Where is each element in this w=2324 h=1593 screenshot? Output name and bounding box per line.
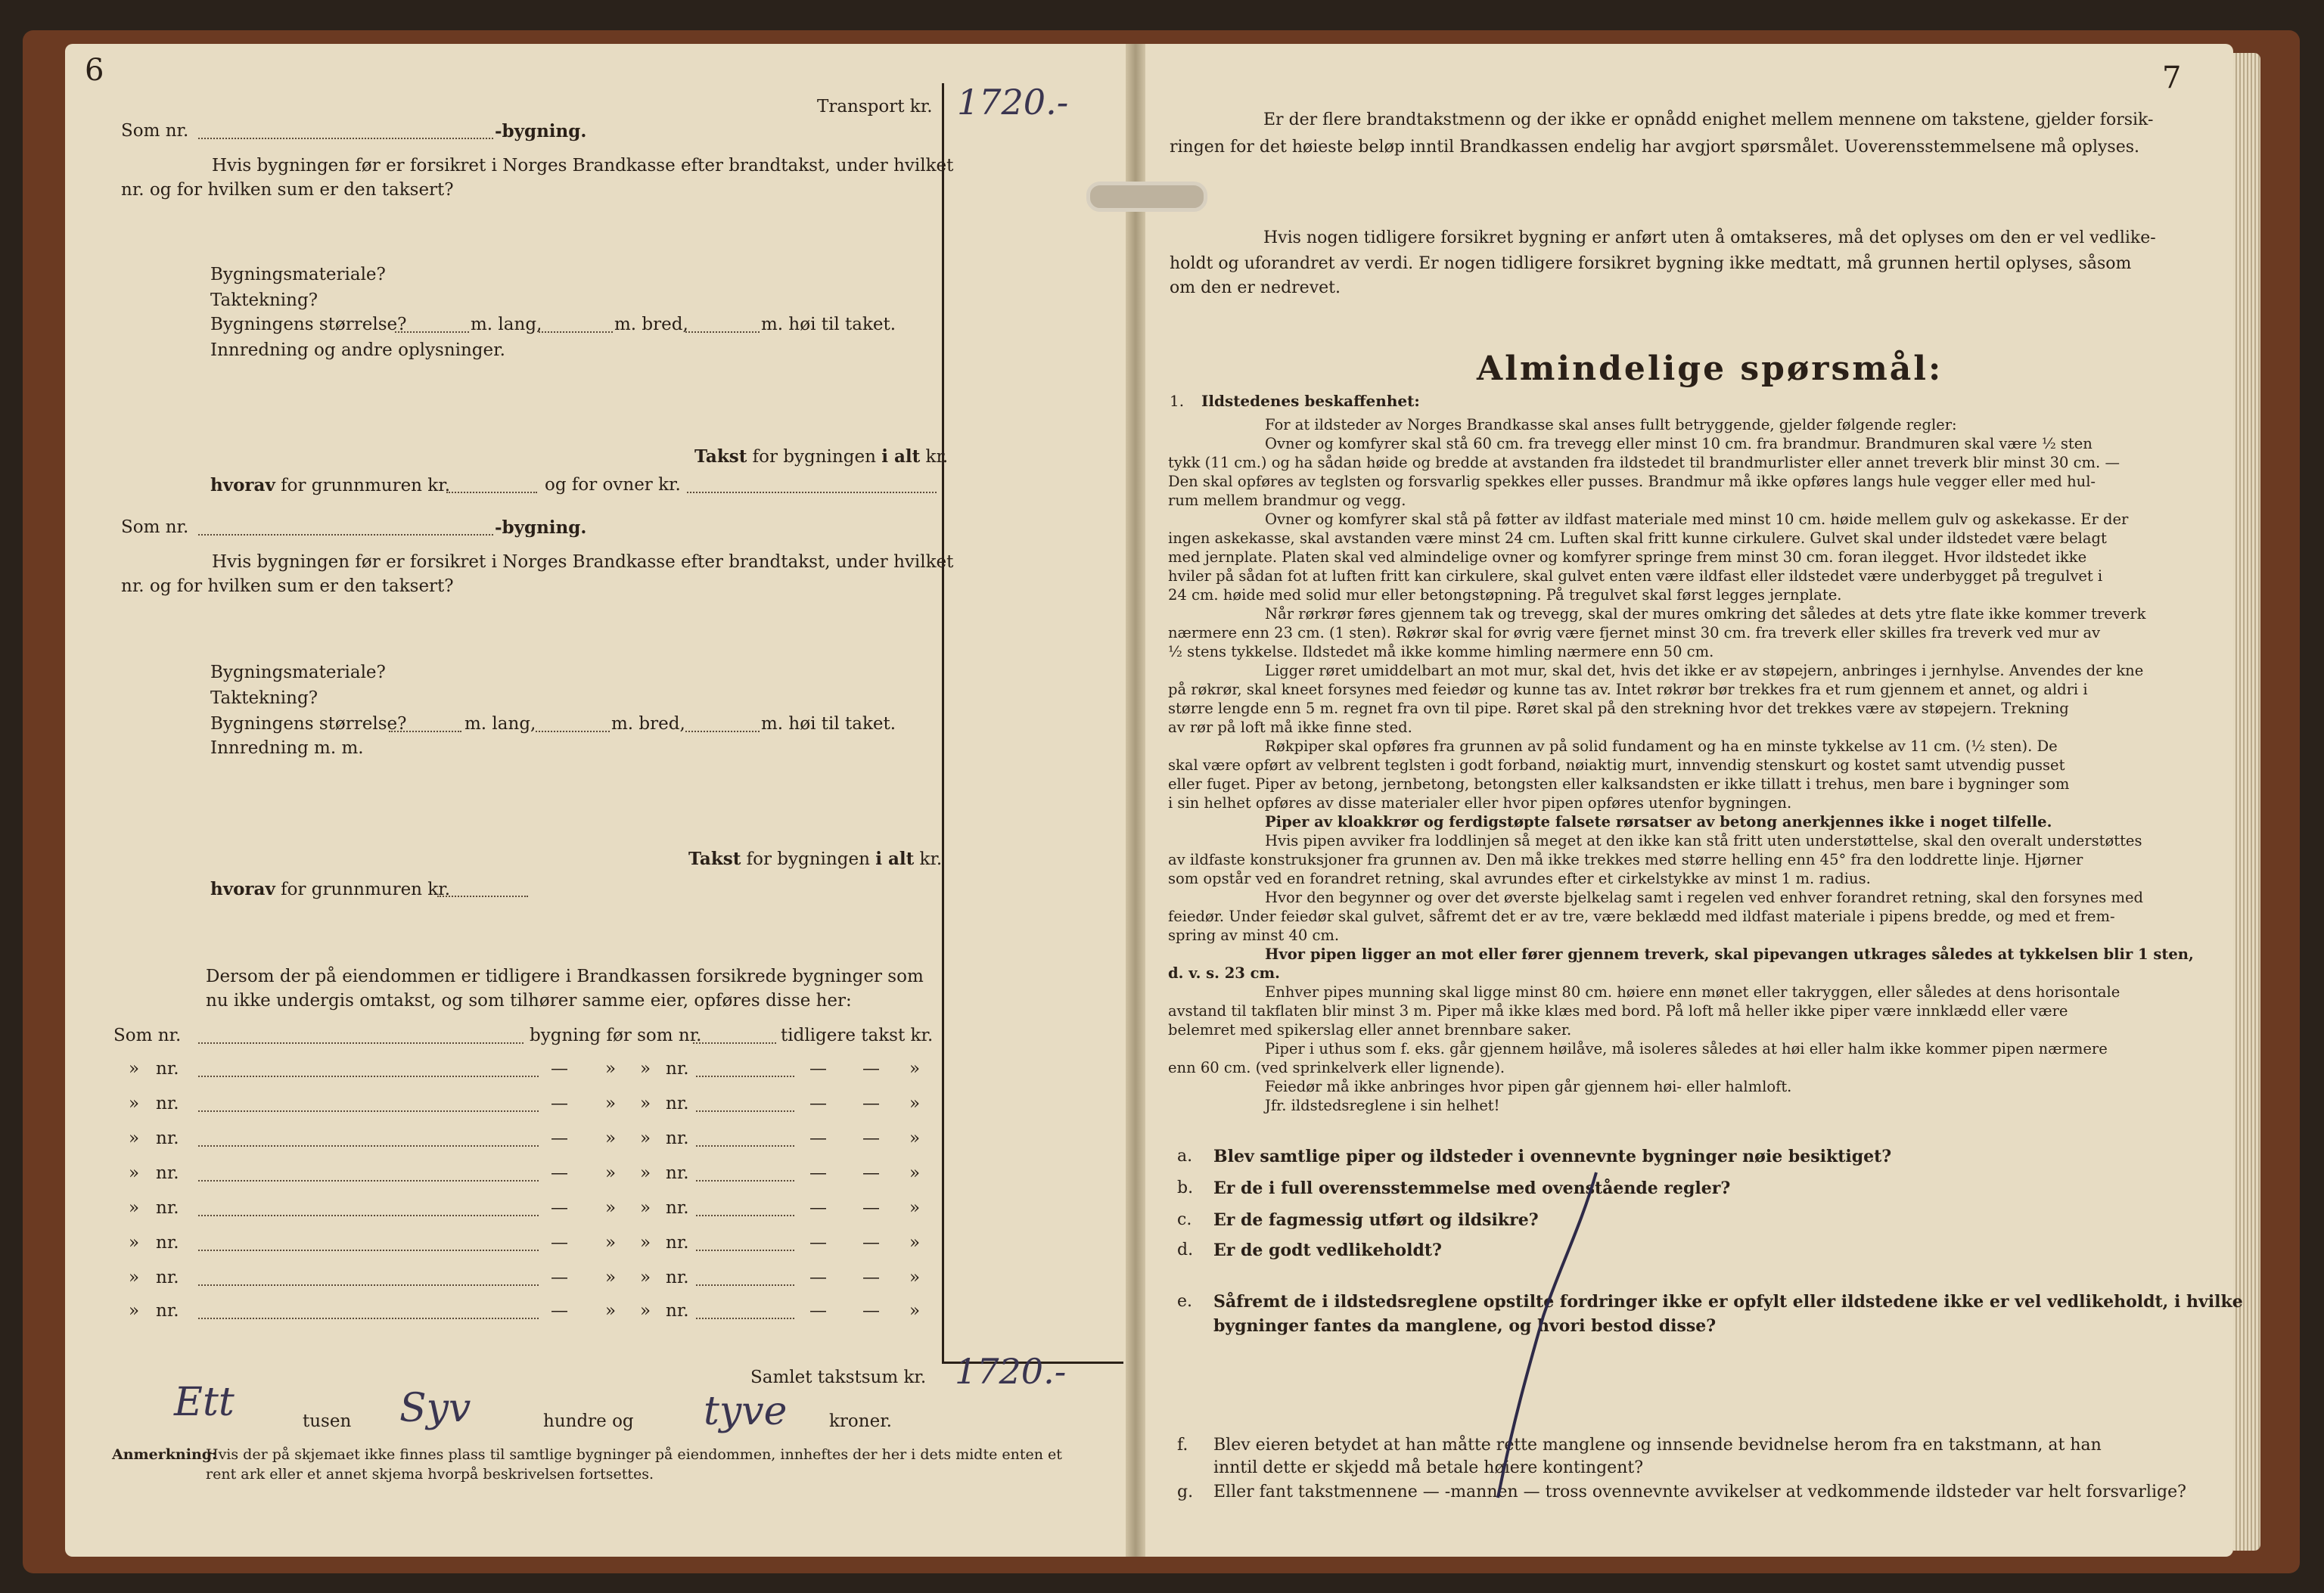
question-a-letter: a. xyxy=(1177,1147,1193,1166)
row-mark: » xyxy=(909,1163,921,1183)
rules-line: 24 cm. høide med solid mur eller betongstøpning. På tregulvet skal først legges jernplate. xyxy=(1168,586,1842,604)
row-mark: » xyxy=(129,1059,140,1079)
book-gutter xyxy=(1126,44,1145,1557)
question-c-letter: c. xyxy=(1177,1210,1192,1229)
dersom-line-2: nu ikke undergis omtakst, og som tilhører samme eier, opføres disse her: xyxy=(206,991,852,1011)
b1-hvorav-line xyxy=(210,475,450,497)
row-mark: » xyxy=(640,1233,651,1253)
b1-takst xyxy=(694,446,948,468)
binding-string xyxy=(1086,182,1207,212)
row-dash: — xyxy=(862,1233,880,1253)
intro-1a: Er der flere brandtakstmenn og der ikke er opnådd enighet mellem mennene om takstene, gjelder forsik- xyxy=(1263,110,2154,129)
b2-taktekning: Taktekning? xyxy=(210,688,318,708)
rules-line: Ovner og komfyrer skal stå 60 cm. fra trevegg eller minst 10 cm. fra brandmur. Brandmuren skal være ½ sten xyxy=(1265,435,2093,452)
row-line xyxy=(198,1318,539,1319)
rules-line: i sin helhet opføres av disse materialer eller hvor pipen opføres utenfor bygningen. xyxy=(1168,794,1792,812)
row-dash: — xyxy=(862,1163,880,1183)
row-nr: nr. xyxy=(156,1059,179,1079)
rules-line: Røkpiper skal opføres fra grunnen av på solid fundament og ha en minste tykkelse av 11 cm. (½ sten). De xyxy=(1265,738,2058,755)
rules-line: enn 60 cm. (ved sprinkelverk eller lignende). xyxy=(1168,1059,1505,1076)
row-dash: — xyxy=(551,1163,568,1183)
rules-line: skal være opført av velbrent teglsten i godt forband, nøiaktig murt, innvendig stenskurt og kostet samt utvendig pusset xyxy=(1168,756,2065,774)
row-dash: — xyxy=(551,1233,568,1253)
row-line xyxy=(696,1110,794,1112)
b1-takst-mid: for bygningen xyxy=(752,447,876,467)
row-dash: — xyxy=(551,1268,568,1287)
row-nr: nr. xyxy=(666,1129,689,1148)
rules-line: spring av minst 40 cm. xyxy=(1168,927,1340,944)
b2-hvorav: hvorav xyxy=(210,879,275,899)
b2-m-bred: m. bred, xyxy=(611,714,685,734)
row-dash: — xyxy=(809,1268,827,1287)
row-nr: nr. xyxy=(666,1163,689,1183)
b2-takst-label: Takst xyxy=(688,849,741,869)
ledger-column-line xyxy=(942,83,944,1362)
row-mark: » xyxy=(605,1268,617,1287)
b2-material: Bygningsmateriale? xyxy=(210,663,386,682)
question-g: Eller fant takstmennene — -mannen — tross ovennevnte avvikelser at vedkommende ildsteder var helt forsvarlige? xyxy=(1213,1483,2186,1501)
row-dash: — xyxy=(862,1268,880,1287)
row-dash: — xyxy=(551,1059,568,1079)
question-c: Er de fagmessig utført og ildsikre? xyxy=(1213,1210,1539,1230)
intro-2c: om den er nedrevet. xyxy=(1170,278,1341,297)
b2-hvorav-rest: for grunnmuren kr. xyxy=(281,880,451,899)
b2-question-2: nr. og for hvilken sum er den taksert? xyxy=(121,576,454,596)
row-mark: » xyxy=(605,1129,617,1148)
tusen-label: tusen xyxy=(303,1411,352,1431)
row-mark: » xyxy=(640,1059,651,1079)
b1-takst-kr: kr. xyxy=(925,447,949,467)
row-nr: nr. xyxy=(156,1268,179,1287)
rules-line: eller fuget. Piper av betong, jernbetong, betongsten eller kalksandsten er ikke tillatt i trehus, men bare i bygninger som xyxy=(1168,775,2070,793)
row-dash: — xyxy=(809,1163,827,1183)
b1-question-2: nr. og for hvilken sum er den taksert? xyxy=(121,180,454,200)
rules-line: ingen askekasse, skal avstanden være minst 24 cm. Luften skal fritt kunne cirkulere. Gulvet skal under ildstedet være belagt xyxy=(1168,529,2107,547)
rules-line: Ligger røret umiddelbart an mot mur, skal det, hvis det ikke er av støpejern, anbringes i jernhylse. Anvendes der kne xyxy=(1265,662,2144,679)
b2-takst xyxy=(688,849,942,871)
b2-hvorav-line xyxy=(210,879,450,901)
b1-hvorav: hvorav xyxy=(210,475,275,495)
tusen-handwritten: Ett xyxy=(174,1380,235,1425)
row-line xyxy=(696,1215,794,1216)
row-line xyxy=(696,1250,794,1251)
rules-line: Piper av kloakkrør og ferdigstøpte falsete rørsatser av betong anerkjennes ikke i noget tilfelle. xyxy=(1265,813,2052,831)
b2-takst-kr: kr. xyxy=(919,849,943,869)
row-mark: » xyxy=(129,1268,140,1287)
row-line xyxy=(198,1215,539,1216)
row-mark: » xyxy=(909,1198,921,1218)
rules-line: d. v. s. 23 cm. xyxy=(1168,964,1280,982)
row-dash: — xyxy=(862,1301,880,1321)
row-mark: » xyxy=(605,1198,617,1218)
b2-bygning: -bygning. xyxy=(495,517,587,538)
rules-line: Jfr. ildstedsreglene i sin helhet! xyxy=(1265,1097,1500,1114)
b1-grunnmur-line xyxy=(446,492,537,493)
table-header-line xyxy=(198,1042,524,1044)
b2-m-lang: m. lang, xyxy=(464,714,536,734)
b1-m-bred: m. bred, xyxy=(614,315,688,334)
transport-value: 1720.- xyxy=(957,82,1069,123)
b1-bygning: -bygning. xyxy=(495,121,587,141)
row-dash: — xyxy=(809,1129,827,1148)
row-mark: » xyxy=(605,1094,617,1113)
rules-line: feiedør. Under feiedør skal gulvet, såfremt det er av tre, være beklædd med ildfast materiale i pipens bredde, og med et frem- xyxy=(1168,908,2115,925)
table-header-tidligere: tidligere takst kr. xyxy=(781,1026,934,1045)
intro-2b: holdt og uforandret av verdi. Er nogen tidligere forsikret bygning ikke medtatt, må grunnen hertil oplyses, såsom xyxy=(1170,254,2132,273)
rules-line: Hvis pipen avviker fra loddlinjen så meget at den ikke kan stå fritt uten understøttelse, skal den overalt understøttes xyxy=(1265,832,2142,849)
rules-line: Enhver pipes munning skal ligge minst 80 cm. høiere enn mønet eller takryggen, eller således at dens horisontale xyxy=(1265,983,2120,1001)
row-mark: » xyxy=(909,1059,921,1079)
rules-line: på røkrør, skal kneet forsynes med feiedør og kunne tas av. Intet røkrør bør trekkes fra et rum gjennem et annet, og aldri i xyxy=(1168,681,2088,698)
anmerkning-line-2: rent ark eller et annet skjema hvorpå beskrivelsen fortsettes. xyxy=(206,1466,654,1483)
table-header-bygning-for: bygning før som nr. xyxy=(530,1026,702,1045)
rules-line: med jernplate. Platen skal ved almindelige ovner og komfyrer springe frem minst 30 cm. foran ilegget. Hvor ildstedet ikke xyxy=(1168,548,2087,566)
rules-line: tykk (11 cm.) og ha sådan høide og bredde at avstanden fra ildstedet til brandmurlister eller annet treverk blir minst 30 cm. — xyxy=(1168,454,2120,471)
row-line xyxy=(198,1284,539,1286)
b1-lang-line xyxy=(395,331,469,333)
b1-hvorav-rest: for grunnmuren kr. xyxy=(281,476,451,495)
b1-question-1: Hvis bygningen før er forsikret i Norges Brandkasse efter brandtakst, under hvilket xyxy=(212,156,954,175)
b1-som-nr-line xyxy=(198,138,493,139)
row-mark: » xyxy=(640,1094,651,1113)
row-line xyxy=(696,1284,794,1286)
b1-som-nr: Som nr. xyxy=(121,121,189,141)
row-mark: » xyxy=(129,1301,140,1321)
rules-line: av rør på loft må ikke finne sted. xyxy=(1168,719,1412,736)
section-1-number: 1. xyxy=(1170,392,1185,410)
row-mark: » xyxy=(129,1198,140,1218)
b1-taktekning: Taktekning? xyxy=(210,290,318,310)
transport-label: Transport kr. xyxy=(817,97,933,116)
row-mark: » xyxy=(605,1233,617,1253)
row-dash: — xyxy=(809,1233,827,1253)
row-mark: » xyxy=(129,1094,140,1113)
question-d: Er de godt vedlikeholdt? xyxy=(1213,1241,1442,1260)
rules-line: Piper i uthus som f. eks. går gjennem høilåve, må isoleres således at høi eller halm ikke kommer pipen nærmere xyxy=(1265,1040,2108,1057)
samlet-value: 1720.- xyxy=(955,1351,1067,1392)
question-e-letter: e. xyxy=(1177,1292,1193,1311)
question-f-letter: f. xyxy=(1177,1436,1188,1455)
rules-line: belemret med spikerslag eller annet brennbare saker. xyxy=(1168,1021,1572,1039)
rules-line: Den skal opføres av teglsten og forsvarlig spekkes eller pusses. Brandmur må ikke opføres langs hule vegger eller med hul- xyxy=(1168,473,2096,490)
b2-grunnmur-line xyxy=(437,896,528,897)
row-mark: » xyxy=(129,1233,140,1253)
row-nr: nr. xyxy=(666,1301,689,1321)
row-mark: » xyxy=(129,1129,140,1148)
row-dash: — xyxy=(862,1059,880,1079)
rules-line: rum mellem brandmur og vegg. xyxy=(1168,492,1406,509)
kroner-label: kroner. xyxy=(829,1411,892,1431)
row-line xyxy=(696,1145,794,1147)
b2-som-nr: Som nr. xyxy=(121,517,189,537)
row-nr: nr. xyxy=(666,1059,689,1079)
pen-stroke-mark xyxy=(1483,1165,1634,1513)
b1-takst-label: Takst xyxy=(694,446,747,467)
row-mark: » xyxy=(909,1094,921,1113)
b2-takst-bold: i alt xyxy=(875,849,915,869)
section-title: Almindelige spørsmål: xyxy=(1477,349,1943,388)
row-dash: — xyxy=(809,1301,827,1321)
row-dash: — xyxy=(862,1129,880,1148)
rules-line: Hvor pipen ligger an mot eller fører gjennem treverk, skal pipevangen utkrages således at tykkelsen blir 1 sten, xyxy=(1265,946,2194,963)
rules-line: hviler på sådan fot at luften fritt kan cirkulere, skal gulvet enten være ildfast eller ildstedet være underbygget på tregulvet i xyxy=(1168,567,2103,585)
page-number-right: 7 xyxy=(2162,61,2182,95)
page-edges xyxy=(2233,53,2260,1551)
row-nr: nr. xyxy=(666,1198,689,1218)
row-mark: » xyxy=(640,1198,651,1218)
question-g-letter: g. xyxy=(1177,1483,1194,1501)
row-mark: » xyxy=(640,1268,651,1287)
row-line xyxy=(696,1180,794,1182)
row-line xyxy=(198,1250,539,1251)
rules-line: Feiedør må ikke anbringes hvor pipen går gjennem høi- eller halmloft. xyxy=(1265,1078,1792,1095)
b2-bred-line xyxy=(536,731,610,732)
row-mark: » xyxy=(640,1163,651,1183)
b1-takst-bold: i alt xyxy=(881,446,921,467)
row-nr: nr. xyxy=(156,1233,179,1253)
question-f-2: inntil dette er skjedd må betale høiere kontingent? xyxy=(1213,1458,1644,1477)
row-mark: » xyxy=(909,1129,921,1148)
row-mark: » xyxy=(909,1268,921,1287)
rules-line: Hvor den begynner og over det øverste bjelkelag samt i regelen ved enhver forandret retning, skal den forsynes med xyxy=(1265,889,2144,906)
row-line xyxy=(198,1145,539,1147)
b1-hoi-line xyxy=(685,331,760,333)
b2-m-hoi: m. høi til taket. xyxy=(761,714,896,734)
b1-m-hoi: m. høi til taket. xyxy=(761,315,896,334)
question-e-1: Såfremt de i ildstedsreglene opstilte fordringer ikke er opfylt eller ildstedene ikke er vel vedlikeholdt, i hvilke xyxy=(1213,1292,2243,1312)
intro-2a: Hvis nogen tidligere forsikret bygning er anført uten å omtakseres, må det oplyses om den er vel vedlike- xyxy=(1263,228,2156,247)
section-1-title: Ildstedenes beskaffenhet: xyxy=(1201,392,1420,410)
table-header-som-nr: Som nr. xyxy=(113,1026,182,1045)
row-line xyxy=(198,1180,539,1182)
b1-innredning: Innredning og andre oplysninger. xyxy=(210,340,505,360)
rules-line: For at ildsteder av Norges Brandkasse skal anses fullt betryggende, gjelder følgende regler: xyxy=(1265,416,1957,433)
row-nr: nr. xyxy=(666,1268,689,1287)
row-nr: nr. xyxy=(156,1094,179,1113)
rules-line: ½ stens tykkelse. Ildstedet må ikke komme himling nærmere enn 50 cm. xyxy=(1168,643,1714,660)
rules-line: Når rørkrør føres gjennem tak og trevegg, skal der mures omkring det således at dets ytre flate ikke kommer treverk xyxy=(1265,605,2146,623)
b2-hoi-line xyxy=(685,731,760,732)
b2-innredning: Innredning m. m. xyxy=(210,738,364,758)
row-line xyxy=(696,1318,794,1319)
row-dash: — xyxy=(809,1094,827,1113)
b2-question-1: Hvis bygningen før er forsikret i Norges Brandkasse efter brandtakst, under hvilket xyxy=(212,552,954,572)
row-mark: » xyxy=(640,1129,651,1148)
row-mark: » xyxy=(605,1163,617,1183)
b2-lang-line xyxy=(389,731,461,732)
row-nr: nr. xyxy=(666,1094,689,1113)
anmerkning-label: Anmerkning: xyxy=(112,1446,218,1463)
row-dash: — xyxy=(551,1301,568,1321)
question-e-2: bygninger fantes da manglene, og hvori bestod disse? xyxy=(1213,1316,1717,1336)
table-header-line-2 xyxy=(693,1042,776,1044)
b1-ovner-line xyxy=(687,492,937,493)
question-d-letter: d. xyxy=(1177,1241,1194,1259)
question-a: Blev samtlige piper og ildsteder i ovennevnte bygninger nøie besiktiget? xyxy=(1213,1147,1892,1166)
row-nr: nr. xyxy=(156,1129,179,1148)
hundre-handwritten: Syv xyxy=(399,1386,471,1431)
b1-ovner: og for ovner kr. xyxy=(545,475,681,495)
dersom-line-1: Dersom der på eiendommen er tidligere i Brandkassen forsikrede bygninger som xyxy=(206,967,924,986)
row-nr: nr. xyxy=(156,1163,179,1183)
b1-storrelse: Bygningens størrelse? xyxy=(210,315,407,334)
rules-line: av ildfaste konstruksjoner fra grunnen av. Den må ikke trekkes med større helling enn 45° fra den loddrette linje. Hjørner xyxy=(1168,851,2083,868)
rules-line: avstand til takflaten blir minst 3 m. Piper må ikke klæs med bord. På loft må heller ikke piper være innklædd eller være xyxy=(1168,1002,2068,1020)
b1-m-lang: m. lang, xyxy=(471,315,542,334)
row-dash: — xyxy=(551,1198,568,1218)
b2-storrelse: Bygningens størrelse? xyxy=(210,714,407,734)
row-dash: — xyxy=(551,1094,568,1113)
row-line xyxy=(696,1076,794,1077)
intro-1b: ringen for det høieste beløp inntil Brandkassen endelig har avgjort spørsmålet. Uoverensstemmelsene må oplyses. xyxy=(1170,138,2140,157)
b1-material: Bygningsmateriale? xyxy=(210,265,386,284)
samlet-label: Samlet takstsum kr. xyxy=(750,1368,927,1387)
rules-line: som opstår ved en forandret retning, skal avrundes efter et cirkelstykke av minst 1 m. radius. xyxy=(1168,870,1871,887)
row-mark: » xyxy=(605,1301,617,1321)
row-mark: » xyxy=(129,1163,140,1183)
question-b-letter: b. xyxy=(1177,1178,1194,1197)
b2-som-nr-line xyxy=(198,534,493,536)
row-nr: nr. xyxy=(156,1198,179,1218)
row-nr: nr. xyxy=(156,1301,179,1321)
row-mark: » xyxy=(909,1233,921,1253)
rules-line: Ovner og komfyrer skal stå på føtter av ildfast materiale med minst 10 cm. høide mellem gulv og askekasse. Er der xyxy=(1265,511,2129,528)
b2-takst-mid: for bygningen xyxy=(746,849,870,869)
row-dash: — xyxy=(809,1059,827,1079)
page-number-left: 6 xyxy=(85,53,104,88)
row-mark: » xyxy=(909,1301,921,1321)
row-dash: — xyxy=(862,1094,880,1113)
row-dash: — xyxy=(809,1198,827,1218)
hundre-label: hundre og xyxy=(543,1411,634,1431)
row-line xyxy=(198,1076,539,1077)
row-mark: » xyxy=(605,1059,617,1079)
row-line xyxy=(198,1110,539,1112)
row-mark: » xyxy=(640,1301,651,1321)
b1-bred-line xyxy=(539,331,613,333)
row-nr: nr. xyxy=(666,1233,689,1253)
question-b: Er de i full overensstemmelse med ovenstående regler? xyxy=(1213,1178,1731,1198)
rules-line: større lengde enn 5 m. regnet fra ovn til pipe. Røret skal på den strekning hvor det trekkes være av støpejern. Trekning xyxy=(1168,700,2069,717)
kroner-handwritten: tyve xyxy=(704,1389,788,1434)
anmerkning-line-1: Hvis der på skjemaet ikke finnes plass til samtlige bygninger på eiendommen, innheftes der her i dets midte enten et xyxy=(206,1446,1062,1463)
row-dash: — xyxy=(862,1198,880,1218)
rules-line: nærmere enn 23 cm. (1 sten). Røkrør skal for øvrig være fjernet minst 30 cm. fra treverk eller skilles fra treverk ved mur av xyxy=(1168,624,2101,641)
question-f-1: Blev eieren betydet at han måtte rette manglene og innsende bevidnelse herom fra en takstmann, at han xyxy=(1213,1436,2102,1455)
row-dash: — xyxy=(551,1129,568,1148)
